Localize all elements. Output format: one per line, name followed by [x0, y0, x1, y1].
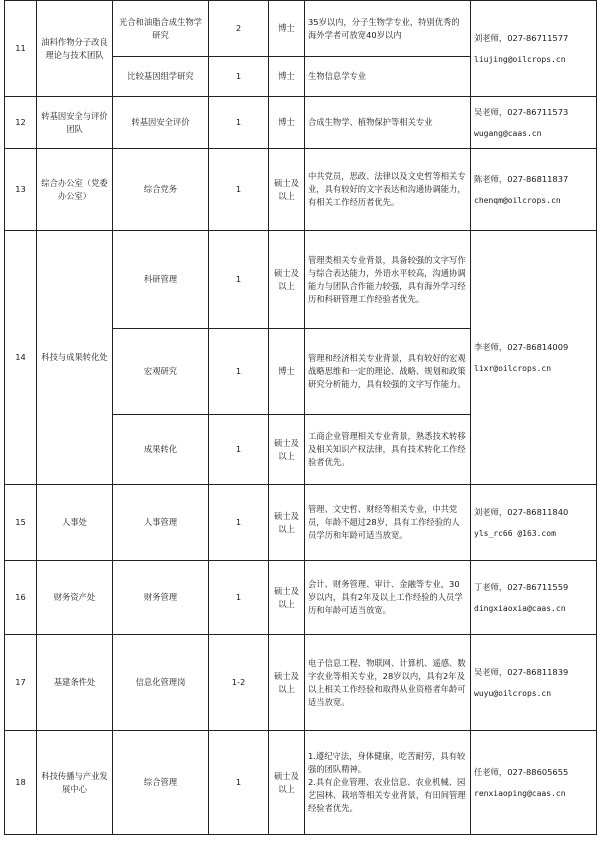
- position-name: 财务管理: [113, 561, 209, 635]
- contact-email: renxiaoping@caas.cn: [474, 788, 566, 798]
- position-name: 光合和油脂合成生物学研究: [113, 1, 209, 57]
- table-row: [5, 485, 597, 561]
- table-row: [5, 635, 597, 731]
- department: 基建条件处: [37, 635, 113, 731]
- department: 人事处: [37, 485, 113, 561]
- requirements: 工商企业管理相关专业背景，熟悉技术转移及相关知识产权法律，具有技术转化工作经验者优先。: [305, 415, 471, 485]
- position-count: 1: [209, 97, 269, 149]
- requirements: 管理和经济相关专业背景，具有较好的宏观战略思维和一定的理论、战略、规划和政策研究分析能力，具有较强的文字写作能力。: [305, 329, 471, 415]
- contact-email: liujing@oilcrops.cn: [474, 54, 566, 64]
- row-number: 18: [5, 731, 37, 835]
- degree: 硕士及以上: [269, 731, 305, 835]
- contact-email: wugang@caas.cn: [474, 128, 542, 138]
- table-row: [5, 149, 597, 231]
- recruitment-table: [4, 0, 597, 835]
- position-name: 综合管理: [113, 731, 209, 835]
- row-number: 17: [5, 635, 37, 731]
- degree: 硕士及以上: [269, 231, 305, 329]
- contact: [471, 231, 597, 485]
- row-number: 13: [5, 149, 37, 231]
- department: 财务资产处: [37, 561, 113, 635]
- contact: [471, 561, 597, 635]
- contact: [471, 1, 597, 97]
- position-name: 成果转化: [113, 415, 209, 485]
- position-name: 信息化管理岗: [113, 635, 209, 731]
- contact-name: 吴老师，027-86711573: [474, 106, 569, 117]
- contact: [471, 485, 597, 561]
- degree: 硕士及以上: [269, 415, 305, 485]
- row-number: 14: [5, 231, 37, 485]
- contact: [471, 97, 597, 149]
- contact-name: 丁老师，027-86711559: [474, 581, 569, 592]
- row-number: 11: [5, 1, 37, 97]
- requirements: 生物信息学专业: [305, 57, 471, 97]
- row-number: 15: [5, 485, 37, 561]
- position-count: 1: [209, 329, 269, 415]
- department: 科技传播与产业发展中心: [37, 731, 113, 835]
- table-row: [5, 97, 597, 149]
- requirements: 合成生物学、植物保护等相关专业: [305, 97, 471, 149]
- position-name: 比较基因组学研究: [113, 57, 209, 97]
- contact-name: 任老师，027-88605655: [474, 766, 569, 777]
- degree: 博士: [269, 329, 305, 415]
- requirements: 中共党员，思政、法律以及文史哲等相关专业，具有较好的文字表达和沟通协调能力，有相关工作经历者优先。: [305, 149, 471, 231]
- position-count: 1: [209, 561, 269, 635]
- degree: 博士: [269, 97, 305, 149]
- degree: 硕士及以上: [269, 149, 305, 231]
- position-name: 宏观研究: [113, 329, 209, 415]
- contact-name: 吴老师，027-86811839: [474, 666, 569, 677]
- table-row: [5, 561, 597, 635]
- position-name: 转基因安全评价: [113, 97, 209, 149]
- position-name: 人事管理: [113, 485, 209, 561]
- position-name: 科研管理: [113, 231, 209, 329]
- position-count: 1: [209, 731, 269, 835]
- row-number: 12: [5, 97, 37, 149]
- department: 转基因安全与评价团队: [37, 97, 113, 149]
- department: 综合办公室（党委办公室）: [37, 149, 113, 231]
- degree: 博士: [269, 1, 305, 57]
- requirement-item: 2.具有企业管理、农业信息、农业机械、园艺园林、栽培等相关专业背景，有田间管理经验者优先。: [308, 777, 466, 813]
- requirements: 管理类相关专业背景，具备较强的文字写作与综合表达能力，外语水平较高，沟通协调能力与团队合作能力较强，具有海外学习经历和科研管理工作经验者优先。: [305, 231, 471, 329]
- requirements: 管理、文史哲、财经等相关专业，中共党员，年龄不超过28岁，具有工作经验的人员学历和年龄可适当放宽。: [305, 485, 471, 561]
- department: 科技与成果转化处: [37, 231, 113, 485]
- requirements: [305, 731, 471, 835]
- contact: [471, 731, 597, 835]
- position-count: 1: [209, 57, 269, 97]
- table-row: [5, 231, 597, 329]
- position-count: 2: [209, 1, 269, 57]
- position-count: 1: [209, 149, 269, 231]
- table-row: [5, 731, 597, 835]
- position-count: 1: [209, 231, 269, 329]
- contact: [471, 635, 597, 731]
- contact-email: dingxiaoxia@caas.cn: [474, 603, 566, 613]
- position-count: 1: [209, 415, 269, 485]
- table-row: [5, 1, 597, 57]
- requirements: 电子信息工程、物联网、计算机、遥感、数字农业等相关专业，28岁以内，具有2年及以上相关工作经验和取得从业资格者年龄可适当放宽。: [305, 635, 471, 731]
- degree: 硕士及以上: [269, 485, 305, 561]
- degree: 硕士及以上: [269, 561, 305, 635]
- requirements: 35岁以内，分子生物学专业，特别优秀的海外学者可放宽40岁以内: [305, 1, 471, 57]
- contact-email: wuyu@oilcrops.cn: [474, 688, 552, 698]
- contact-name: 陈老师，027-86811837: [474, 173, 569, 184]
- contact-email: yls_rc66 @163.com: [474, 528, 556, 538]
- contact: [471, 149, 597, 231]
- degree: 硕士及以上: [269, 635, 305, 731]
- row-number: 16: [5, 561, 37, 635]
- requirements: 会计、财务管理、审计、金融等专业，30岁以内，具有2年及以上工作经验的人员学历和年龄可适当放宽。: [305, 561, 471, 635]
- position-count: 1-2: [209, 635, 269, 731]
- degree: 博士: [269, 57, 305, 97]
- department: 油料作物分子改良理论与技术团队: [37, 1, 113, 97]
- contact-email: lixr@oilcrops.cn: [474, 363, 552, 373]
- contact-name: 刘老师，027-86811840: [474, 506, 569, 517]
- position-name: 综合党务: [113, 149, 209, 231]
- contact-name: 刘老师，027-86711577: [474, 32, 569, 43]
- contact-name: 李老师，027-86814009: [474, 341, 569, 352]
- position-count: 1: [209, 485, 269, 561]
- requirement-item: 1.遵纪守法，身体健康，吃苦耐劳，具有较强的团队精神。: [308, 751, 466, 774]
- contact-email: chenqm@oilcrops.cn: [474, 195, 561, 205]
